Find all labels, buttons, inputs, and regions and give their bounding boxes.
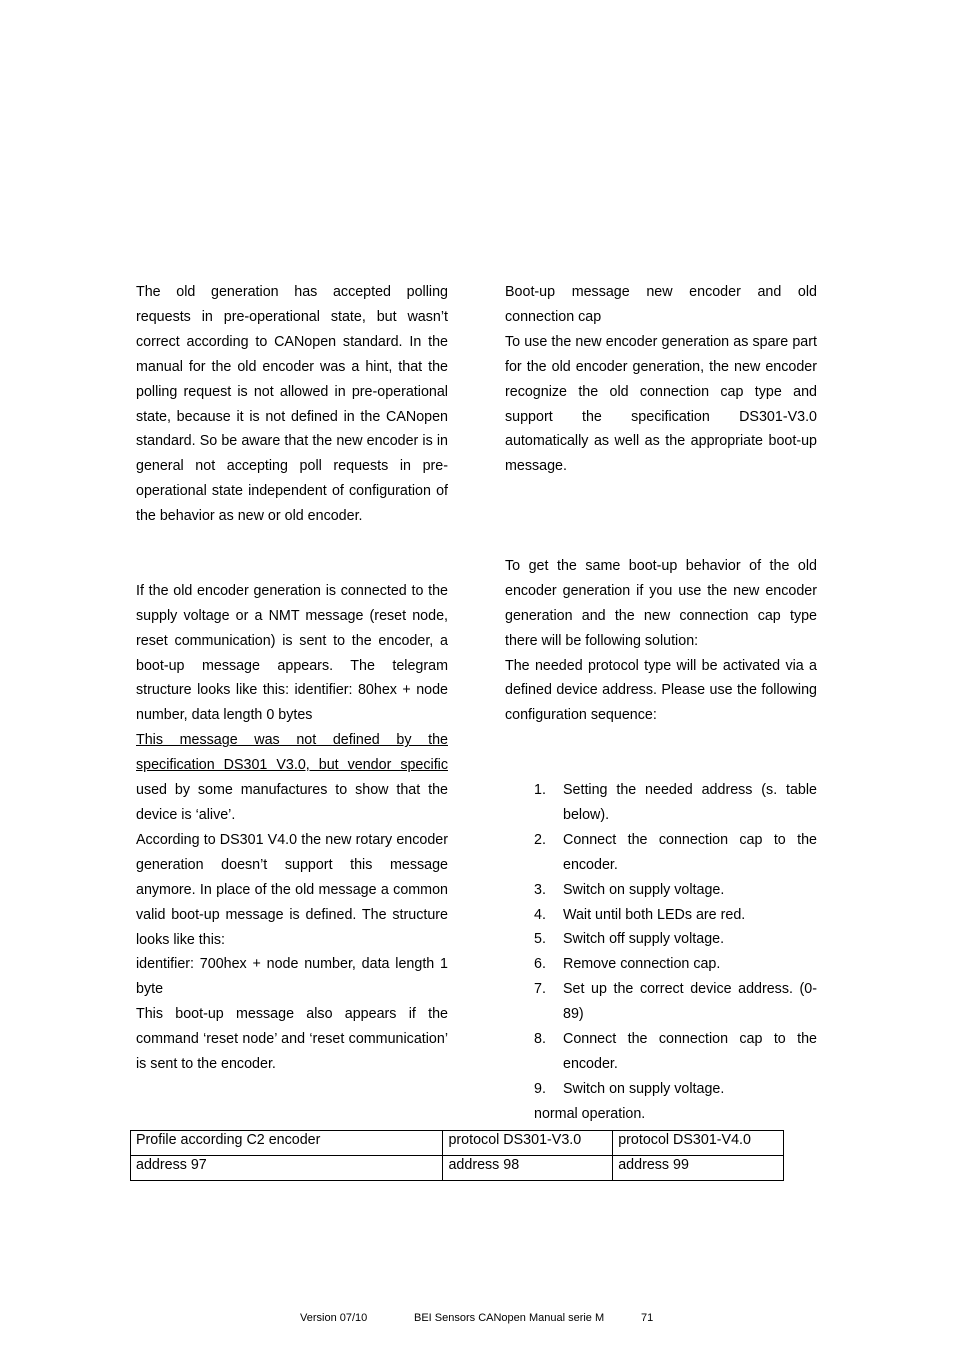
paragraph-normal-operation: normal operation. [534,1105,646,1122]
list-item: 9. Switch on supply voltage. [534,1080,725,1097]
list-item: 8. Connect the connection cap to the encoder. [534,1031,817,1073]
configuration-steps [505,778,817,1102]
paragraph-identifier-700: identifier: 700hex + node number, data length 1 byte [136,956,448,998]
paragraph-vendor-specific [136,728,448,828]
list-item: 5. Switch off supply voltage. [534,931,725,948]
list-item: 6. Remove connection cap. [534,956,721,973]
paragraph-bootup-old: If the old encoder generation is connected to the supply voltage or a NMT message (reset node, reset communication) is sent to the encoder, a boot-up message appears. The telegram structure looks like this: identifier: 80hex + node number, data length 0 bytes [136,582,448,724]
table-cell: address 98 [443,1156,613,1181]
underlined-note: This message was not defined by the specification DS301 V3.0, but vendor specific [136,732,448,774]
table-cell: address 97 [131,1156,443,1181]
left-column [136,280,448,1077]
page-number: 71 [641,1312,654,1324]
vendor-note-rest: used by some manufactures to show that the device is ‘alive’. [136,782,448,823]
paragraph-bootup-heading: Boot-up message new encoder and old connection cap [505,284,817,325]
list-item: 7. Set up the correct device address. (0-89) [534,981,817,1023]
right-column [505,280,817,1127]
paragraph-protocol-type: The needed protocol type will be activated via a defined device address. Please use the following configuration sequence: [505,657,817,724]
footer-manual-title: BEI Sensors CANopen Manual serie M [414,1312,605,1324]
list-item: 1. Setting the needed address (s. table below). [534,782,817,823]
footer-version: Version 07/10 [300,1312,368,1324]
protocol-address-table [130,1130,784,1181]
table-cell: Profile according C2 encoder [131,1131,443,1156]
paragraph-polling: The old generation has accepted polling requests in pre-operational state, but wasn’t correct according to CANopen standard. In the manual for the old encoder was a hint, that the polling request is not allowed in pre-operational state, because it is not defined in the CANopen standard. So be aware that the new encoder is in general not accepting poll requests in pre-operational state independent of configuration of the behavior as new or old encoder. [136,284,448,525]
list-item: 2. Connect the connection cap to the encoder. [534,831,817,873]
table-row [131,1156,784,1181]
paragraph-same-behavior: To get the same boot-up behavior of the old encoder generation if you use the new encoder generation and the new connection cap type there will be following solution: [505,557,817,649]
table-cell: protocol DS301-V3.0 [443,1131,613,1156]
paragraph-ds301-v4: According to DS301 V4.0 the new rotary encoder generation doesn’t support this message anymore. In place of the old message a common valid boot-up message is defined. The structure looks like this: [136,831,448,948]
list-item: 4. Wait until both LEDs are red. [534,906,746,923]
table-cell: address 99 [613,1156,784,1181]
paragraph-spare-part: To use the new encoder generation as spare part for the old encoder generation, the new encoder recognize the old connection cap type and support the specification DS301-V3.0 automatically as well as the appropriate boot-up message. [505,333,817,475]
paragraph-reset-node: This boot-up message also appears if the command ‘reset node’ and ‘reset communication’ is sent to the encoder. [136,1006,448,1073]
list-item: 3. Switch on supply voltage. [534,881,725,898]
table-cell: protocol DS301-V4.0 [613,1131,784,1156]
table-row [131,1131,784,1156]
